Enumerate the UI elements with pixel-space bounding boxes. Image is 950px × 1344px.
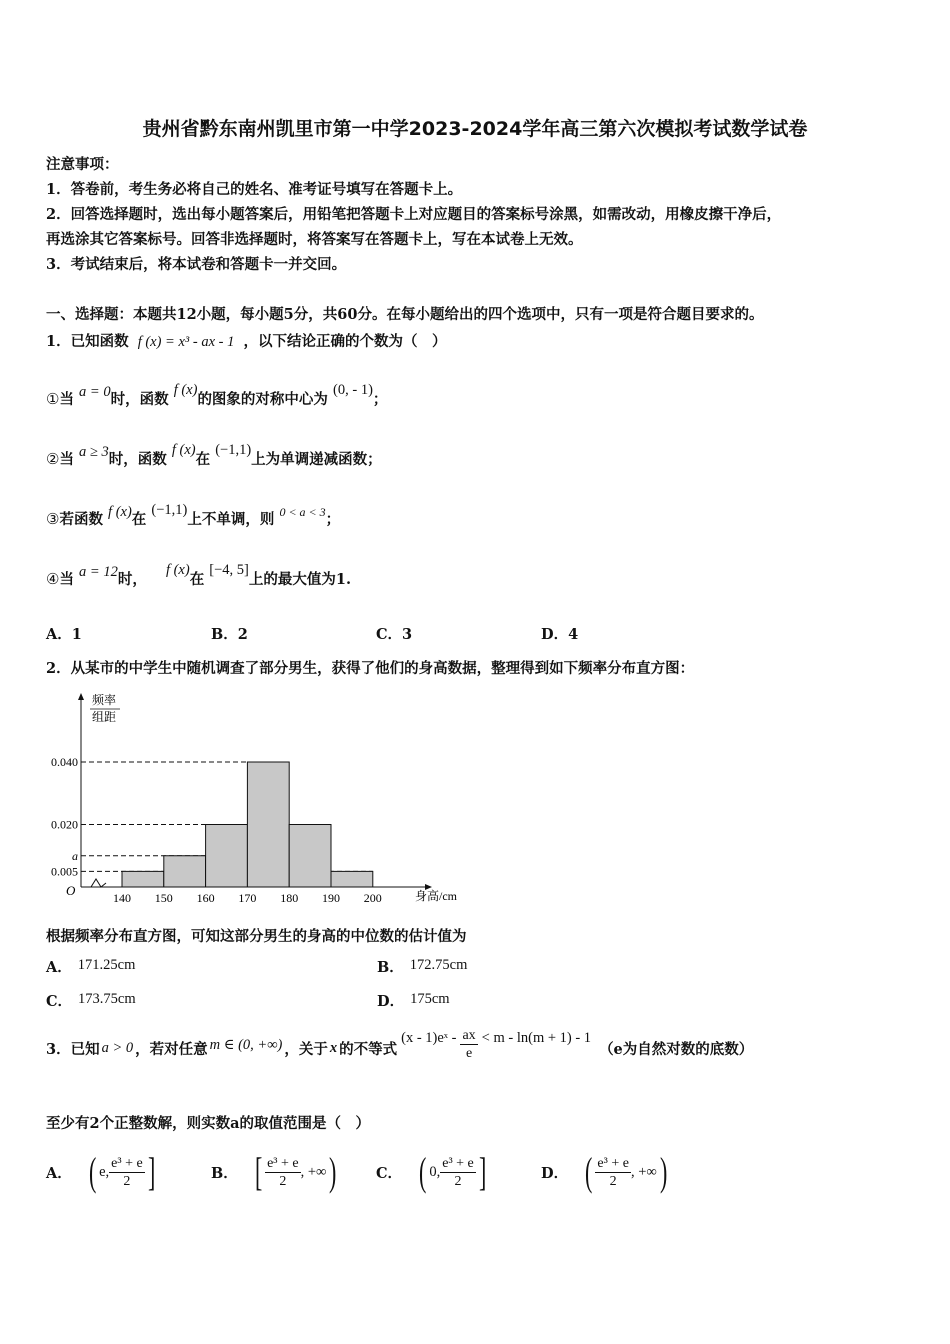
question-3-stem bbox=[46, 1028, 753, 1068]
interval-end: , +∞ bbox=[300, 1163, 327, 1180]
y-label-bottom: 组距 bbox=[92, 710, 117, 724]
notice-item: 3．考试结束后，将本试卷和答题卡一并交回。 bbox=[46, 256, 347, 273]
q1-option-c[interactable]: C．3 bbox=[376, 626, 413, 643]
inequality-left: (x - 1)eˣ - bbox=[401, 1029, 457, 1046]
x-tick-label: 200 bbox=[363, 891, 382, 905]
q3-line2: 至少有2个正整数解，则实数a的取值范围是（ ） bbox=[46, 1115, 370, 1132]
notice-item: 2．回答选择题时，选出每小题答案后，用铅笔把答题卡上对应题目的答案标号涂黑，如需改动，用橡皮擦干净后， bbox=[46, 206, 782, 223]
y-tick-labels bbox=[51, 755, 78, 878]
circled-number: ④ bbox=[46, 570, 60, 588]
math: f (x) bbox=[171, 442, 196, 458]
left-bracket: ( bbox=[585, 1149, 593, 1194]
text: 若函数 bbox=[59, 511, 103, 528]
q2-question: 根据频率分布直方图，可知这部分男生的身高的中位数的估计值为 bbox=[46, 928, 467, 945]
y-tick-label: 0.020 bbox=[51, 817, 78, 832]
option-label: D． bbox=[377, 993, 405, 1010]
question-1-stem bbox=[46, 330, 446, 351]
frequency-histogram bbox=[40, 690, 480, 910]
notice-item: 1．答卷前，考生务必将自己的姓名、准考证号填写在答题卡上。 bbox=[46, 181, 463, 198]
option-value: 175cm bbox=[410, 991, 450, 1007]
text: 的不等式 bbox=[339, 1040, 398, 1058]
q1-prefix: 1．已知函数 bbox=[46, 333, 129, 350]
q2-option-d[interactable] bbox=[377, 990, 450, 1011]
q1-statement-2 bbox=[46, 442, 382, 469]
text: 时，函数 bbox=[108, 451, 167, 468]
left-bracket: ( bbox=[419, 1149, 427, 1194]
text: 上的最大值为1. bbox=[248, 571, 352, 588]
interval-start: e, bbox=[99, 1163, 110, 1180]
right-bracket: ] bbox=[478, 1149, 487, 1194]
histogram-bar bbox=[206, 825, 248, 888]
math: a > 0 bbox=[101, 1039, 134, 1056]
histogram-bar bbox=[289, 825, 331, 888]
histogram-bar bbox=[247, 762, 289, 887]
text: 上不单调，则 bbox=[187, 511, 275, 528]
right-bracket: ) bbox=[659, 1149, 668, 1194]
q2-option-a[interactable] bbox=[46, 956, 135, 977]
left-bracket: [ bbox=[254, 1149, 263, 1194]
right-bracket: ) bbox=[329, 1149, 337, 1194]
fraction bbox=[440, 1155, 476, 1190]
math: a ≥ 3 bbox=[79, 444, 109, 460]
text: 时，函数 bbox=[110, 391, 169, 408]
q3-option-b[interactable] bbox=[211, 1148, 340, 1196]
denominator: 2 bbox=[609, 1173, 617, 1189]
text: ，若对任意 bbox=[135, 1040, 208, 1058]
text: 当 bbox=[59, 451, 74, 468]
option-label: B． bbox=[211, 1164, 238, 1182]
text: ，关于 bbox=[284, 1040, 328, 1058]
q3-option-d[interactable] bbox=[541, 1148, 670, 1196]
note: （e为自然对数的底数） bbox=[599, 1040, 754, 1058]
text: ； bbox=[325, 511, 341, 528]
circled-number: ② bbox=[46, 450, 60, 468]
math: x bbox=[329, 1039, 338, 1056]
right-bracket: ] bbox=[147, 1149, 156, 1194]
axis-break bbox=[91, 879, 106, 887]
denominator: 2 bbox=[454, 1173, 462, 1189]
numerator: e³ + e bbox=[111, 1155, 143, 1171]
option-label: C． bbox=[46, 993, 73, 1010]
text: 当 bbox=[59, 571, 74, 588]
q3-option-c[interactable] bbox=[376, 1148, 489, 1196]
circled-number: ① bbox=[46, 390, 60, 408]
x-tick-label: 140 bbox=[113, 891, 131, 905]
histogram-bars bbox=[122, 762, 373, 887]
math: m ∈ (0, +∞) bbox=[209, 1036, 283, 1053]
option-label: A． bbox=[46, 1164, 72, 1182]
y-label-top: 频率 bbox=[92, 693, 117, 707]
x-axis-label: 身高/cm bbox=[415, 889, 457, 903]
x-tick-label: 160 bbox=[196, 891, 215, 905]
math: a = 0 bbox=[79, 384, 111, 400]
notice-item: 再选涂其它答案标号。回答非选择题时，将答案写在答题卡上，写在本试卷上无效。 bbox=[46, 231, 583, 248]
circled-number: ③ bbox=[46, 510, 60, 528]
histogram-bar bbox=[331, 871, 373, 887]
interval bbox=[252, 1149, 340, 1194]
denominator: e bbox=[465, 1045, 473, 1061]
math: 0 < a < 3 bbox=[279, 505, 326, 519]
math: [−4, 5] bbox=[209, 562, 249, 578]
fraction bbox=[265, 1155, 301, 1190]
histogram-bar bbox=[164, 856, 206, 887]
q1-option-d[interactable]: D．4 bbox=[541, 626, 579, 643]
q1-suffix: ，以下结论正确的个数为（ ） bbox=[243, 333, 447, 350]
x-tick-label: 180 bbox=[280, 891, 299, 905]
text: ； bbox=[372, 391, 388, 408]
inequality-right: < m - ln(m + 1) - 1 bbox=[481, 1029, 592, 1046]
fraction bbox=[109, 1155, 145, 1190]
q1-function: f (x) = x³ - ax - 1 bbox=[137, 334, 235, 350]
option-label: A． bbox=[46, 959, 72, 976]
text: 在 bbox=[189, 571, 205, 588]
text: 时， bbox=[117, 571, 147, 588]
math: f (x) bbox=[108, 504, 132, 520]
y-axis-arrow bbox=[78, 693, 84, 700]
text: 在 bbox=[131, 511, 147, 528]
histogram-bar bbox=[122, 871, 164, 887]
option-label: D． bbox=[541, 1164, 569, 1182]
page-title: 贵州省黔东南州凯里市第一中学2023-2024学年高三第六次模拟考试数学试卷 bbox=[142, 118, 808, 140]
question-2-stem: 2．从某市的中学生中随机调查了部分男生，获得了他们的身高数据，整理得到如下频率分布直方图： bbox=[46, 660, 695, 677]
notice-heading: 注意事项： bbox=[46, 156, 119, 173]
text: 在 bbox=[195, 451, 211, 468]
x-tick-label: 150 bbox=[154, 891, 173, 905]
option-label: B． bbox=[377, 959, 404, 976]
q2-option-b[interactable] bbox=[377, 956, 467, 977]
q1-option-b[interactable]: B．2 bbox=[211, 626, 248, 643]
denominator: 2 bbox=[123, 1173, 131, 1189]
math: (−1,1) bbox=[215, 442, 252, 458]
q1-option-a[interactable]: A．1 bbox=[46, 626, 82, 643]
section-heading: 一、选择题：本题共12小题，每小题5分，共60分。在每小题给出的四个选项中，只有一项是符合题目要求的。 bbox=[46, 306, 764, 323]
numerator: e³ + e bbox=[442, 1155, 474, 1171]
interval-start: 0, bbox=[429, 1163, 441, 1180]
y-tick-label: 0.040 bbox=[51, 755, 78, 769]
left-bracket: ( bbox=[88, 1149, 97, 1194]
x-tick-label: 170 bbox=[238, 891, 257, 905]
q3-option-a[interactable] bbox=[46, 1148, 158, 1196]
q1-statement-3 bbox=[46, 502, 341, 529]
x-tick-labels bbox=[113, 891, 382, 905]
numerator: e³ + e bbox=[267, 1155, 299, 1171]
origin-label: O bbox=[66, 883, 76, 898]
text: 的图象的对称中心为 bbox=[197, 391, 328, 408]
math: a = 12 bbox=[79, 564, 118, 580]
option-value: 172.75cm bbox=[409, 957, 468, 973]
denominator: 2 bbox=[279, 1173, 287, 1189]
x-tick-label: 190 bbox=[322, 891, 340, 905]
q1-statement-1 bbox=[46, 382, 388, 409]
numerator: ax bbox=[462, 1027, 476, 1043]
interval bbox=[582, 1149, 670, 1194]
y-tick-label: 0.005 bbox=[51, 864, 78, 879]
numerator: e³ + e bbox=[597, 1155, 629, 1171]
text: 当 bbox=[59, 391, 74, 408]
math: (0, - 1) bbox=[333, 382, 373, 398]
q2-option-c[interactable] bbox=[46, 990, 136, 1011]
math: f (x) bbox=[165, 562, 190, 578]
math: (−1,1) bbox=[151, 502, 188, 518]
option-value: 173.75cm bbox=[78, 991, 136, 1007]
q1-statement-4 bbox=[46, 562, 352, 589]
interval bbox=[86, 1149, 158, 1194]
interval-end: , +∞ bbox=[630, 1163, 657, 1180]
y-tick-label: a bbox=[72, 848, 78, 863]
option-value: 171.25cm bbox=[77, 957, 136, 973]
text: 3．已知 bbox=[46, 1040, 100, 1058]
fraction-ax-over-e bbox=[460, 1027, 477, 1062]
text: 上为单调递减函数； bbox=[251, 451, 382, 468]
math: f (x) bbox=[173, 382, 198, 398]
fraction bbox=[595, 1155, 631, 1190]
interval bbox=[416, 1149, 489, 1194]
option-label: C． bbox=[376, 1164, 403, 1182]
